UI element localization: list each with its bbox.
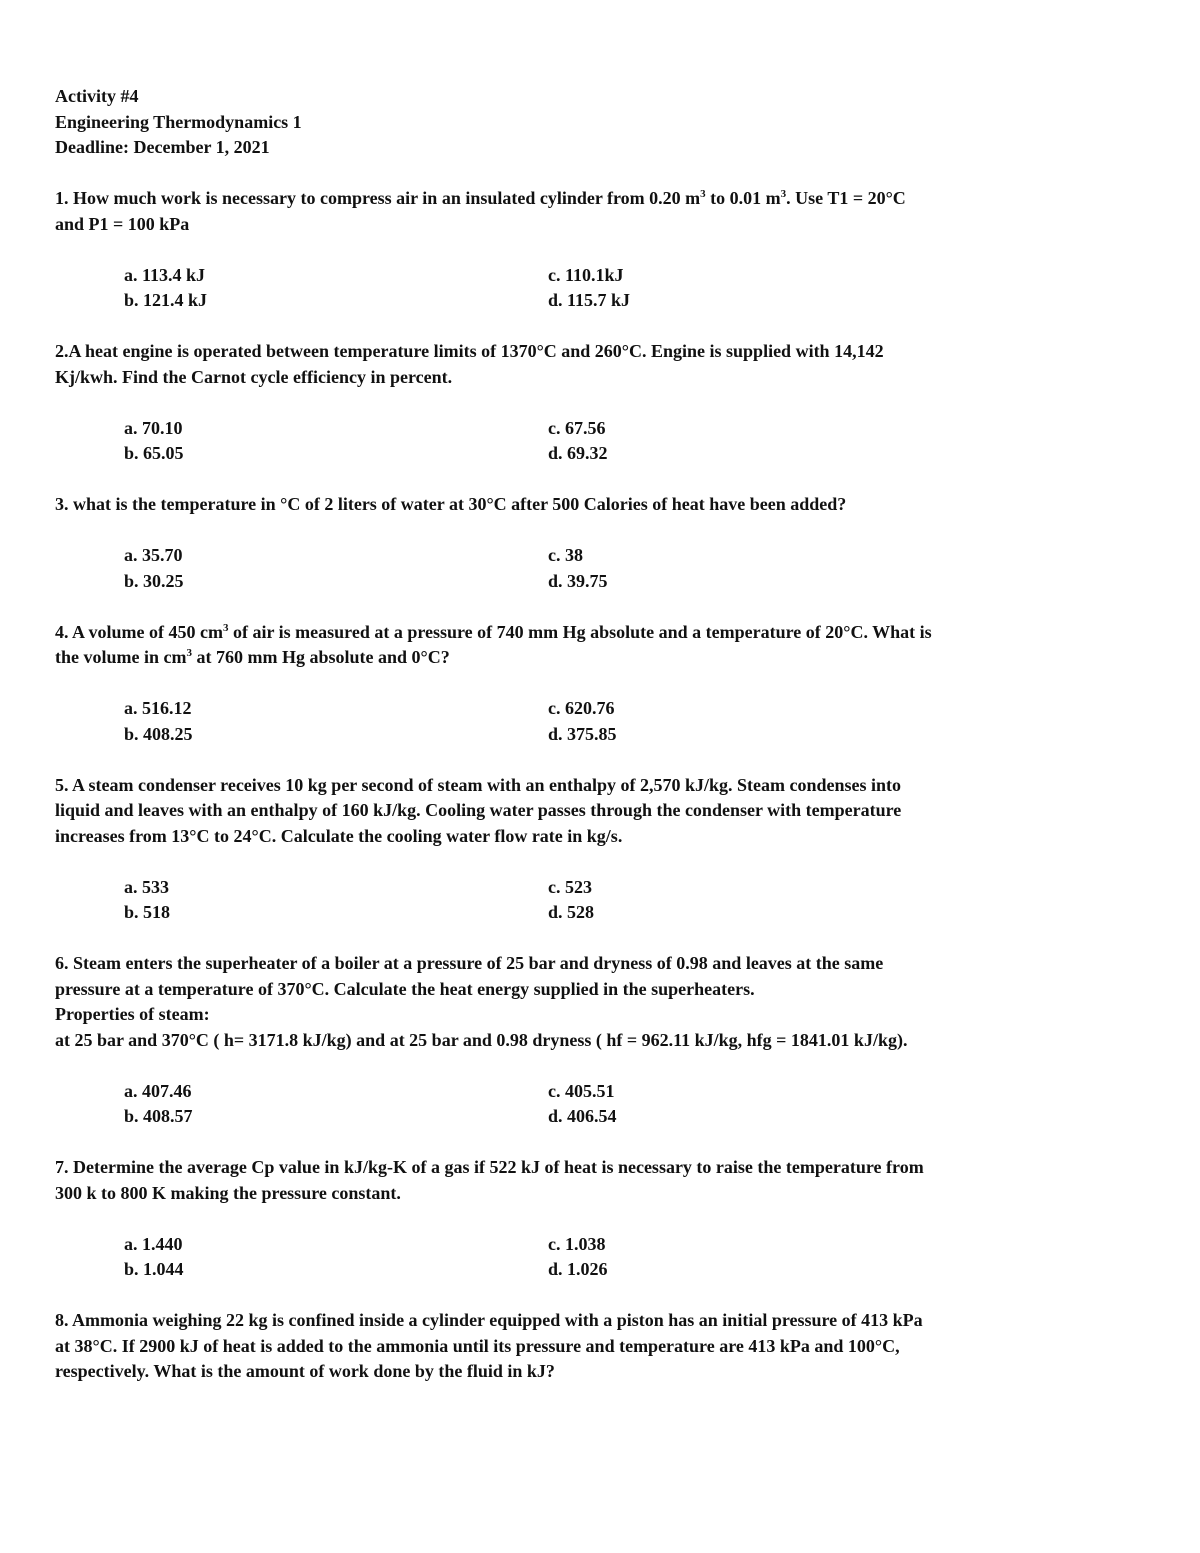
question-6 <box>55 951 1145 1130</box>
activity-number: Activity #4 <box>55 86 139 106</box>
answer-choice: d. 115.7 kJ <box>548 290 631 310</box>
answer-choice: b. 408.25 <box>124 723 193 744</box>
course-title: Engineering Thermodynamics 1 <box>55 111 302 132</box>
question-line: 8. Ammonia weighing 22 kg is confined inside a cylinder equipped with a piston has an initial pressure of 413 kPa <box>55 1310 923 1330</box>
question-line: 2.A heat engine is operated between temperature limits of 1370°C and 260°C. Engine is supplied with 14,142 <box>55 341 884 361</box>
question-line: 6. Steam enters the superheater of a boiler at a pressure of 25 bar and dryness of 0.98 and leaves at the same <box>55 953 884 973</box>
question-line: at 25 bar and 370°C ( h= 3171.8 kJ/kg) and at 25 bar and 0.98 dryness ( hf = 962.11 kJ/kg, hfg = 1841.01 kJ/kg). <box>55 1029 908 1050</box>
answer-choice: d. 375.85 <box>548 723 617 744</box>
question-1 <box>55 186 1145 314</box>
question-line: at 38°C. If 2900 kJ of heat is added to the ammonia until its pressure and temperature are 413 kPa and 100°C, <box>55 1335 900 1356</box>
answer-choices <box>124 696 1145 747</box>
answer-choice: d. 528 <box>548 902 595 922</box>
question-line: liquid and leaves with an enthalpy of 160 kJ/kg. Cooling water passes through the condenser with temperature <box>55 800 902 820</box>
answer-choice: a. 1.440 <box>124 1233 183 1254</box>
question-7 <box>55 1155 1145 1283</box>
answer-choice: a. 113.4 kJ <box>124 264 206 285</box>
answer-choice: d. 69.32 <box>548 443 608 463</box>
question-line: Kj/kwh. Find the Carnot cycle efficiency in percent. <box>55 366 453 387</box>
answer-choices <box>124 263 1145 314</box>
question-line: pressure at a temperature of 370°C. Calculate the heat energy supplied in the superheaters. <box>55 978 755 999</box>
answer-choice: b. 1.044 <box>124 1259 184 1279</box>
answer-choice: a. 516.12 <box>124 698 192 718</box>
question-4 <box>55 620 1145 748</box>
question-line: increases from 13°C to 24°C. Calculate the cooling water flow rate in kg/s. <box>55 825 623 846</box>
question-text <box>55 186 1145 237</box>
question-line: Properties of steam: <box>55 1004 210 1024</box>
question-line: and P1 = 100 kPa <box>55 213 190 234</box>
question-5 <box>55 773 1145 926</box>
answer-choice: b. 65.05 <box>124 443 184 463</box>
answer-choices <box>124 543 1145 594</box>
question-text <box>55 1155 1145 1206</box>
answer-choice: c. 110.1kJ <box>548 264 624 285</box>
answer-choice: a. 35.70 <box>124 545 183 565</box>
question-text <box>55 339 1145 390</box>
question-text <box>55 620 1145 671</box>
answer-choice: d. 406.54 <box>548 1106 617 1126</box>
question-text <box>55 1308 1145 1385</box>
answer-choice: b. 121.4 kJ <box>124 290 208 310</box>
answer-choices <box>124 1232 1145 1283</box>
question-line: 1. How much work is necessary to compress air in an insulated cylinder from 0.20 $m^3$ to 0.01 $m^3$. Use T1 = 20°C <box>55 188 906 208</box>
question-list <box>55 186 1145 1385</box>
question-line: 4. A volume of 450 $cm^3$ of air is measured at a pressure of 740 mm Hg absolute and a temperature of 20°C. What is <box>55 621 932 642</box>
activity-document <box>55 84 1145 1385</box>
answer-choice: d. 39.75 <box>548 570 608 591</box>
question-text <box>55 492 1145 518</box>
question-text <box>55 773 1145 850</box>
question-2 <box>55 339 1145 467</box>
answer-choice: c. 1.038 <box>548 1233 606 1254</box>
question-line: 5. A steam condenser receives 10 kg per second of steam with an enthalpy of 2,570 kJ/kg. Steam condenses into <box>55 774 901 795</box>
answer-choices <box>124 416 1145 467</box>
answer-choice: b. 30.25 <box>124 570 184 591</box>
question-8 <box>55 1308 1145 1385</box>
answer-choice: a. 533 <box>124 876 169 897</box>
question-line: the volume in $cm^3$ at 760 mm Hg absolute and 0°C? <box>55 647 450 667</box>
question-line: respectively. What is the amount of work done by the fluid in kJ? <box>55 1361 555 1381</box>
answer-choice: a. 70.10 <box>124 417 183 438</box>
answer-choice: c. 38 <box>548 545 583 565</box>
answer-choice: c. 620.76 <box>548 698 615 718</box>
answer-choices <box>124 1079 1145 1130</box>
answer-choice: c. 67.56 <box>548 417 606 438</box>
answer-choice: a. 407.46 <box>124 1080 192 1101</box>
question-line: 3. what is the temperature in °C of 2 liters of water at 30°C after 500 Calories of heat have been added? <box>55 494 847 514</box>
answer-choices <box>124 875 1145 926</box>
deadline: Deadline: December 1, 2021 <box>55 137 270 157</box>
answer-choice: c. 405.51 <box>548 1080 615 1101</box>
answer-choice: b. 518 <box>124 902 171 922</box>
answer-choice: c. 523 <box>548 876 592 897</box>
question-line: 7. Determine the average Cp value in kJ/kg-K of a gas if 522 kJ of heat is necessary to raise the temperature from <box>55 1157 924 1177</box>
answer-choice: b. 408.57 <box>124 1106 193 1126</box>
question-line: 300 k to 800 K making the pressure constant. <box>55 1182 401 1203</box>
question-3 <box>55 492 1145 594</box>
question-text <box>55 951 1145 1053</box>
answer-choice: d. 1.026 <box>548 1259 608 1279</box>
